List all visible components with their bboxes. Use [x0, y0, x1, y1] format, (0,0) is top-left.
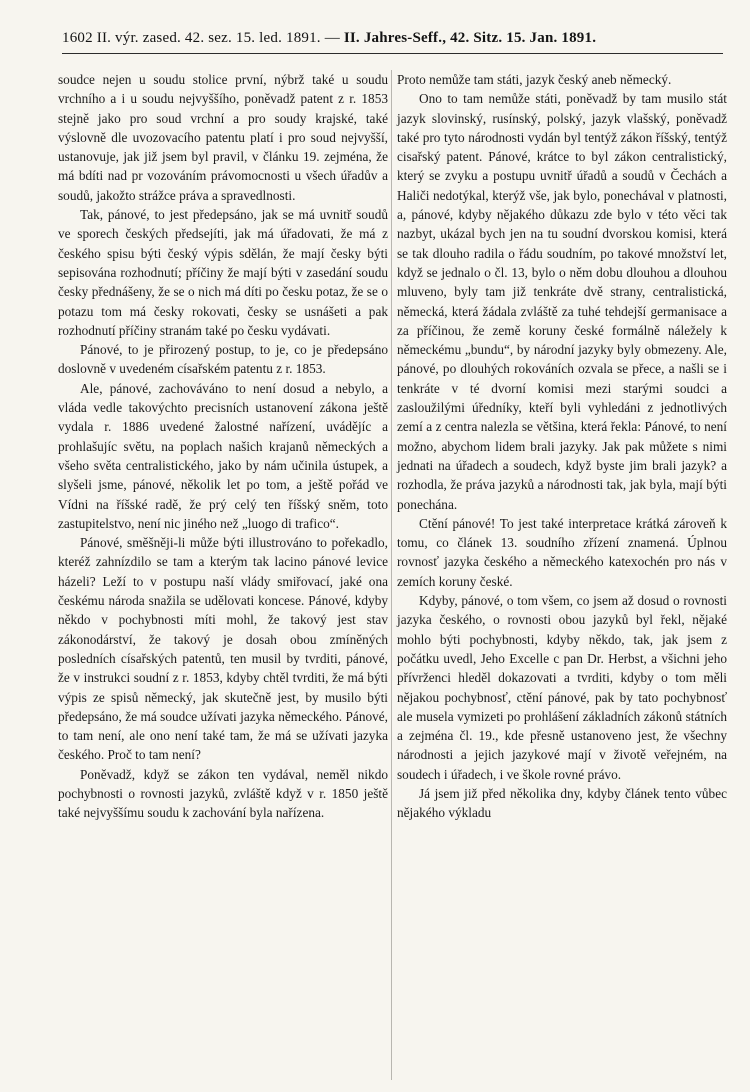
paragraph: soudce nejen u soudu stolice první, nýbrž také u soudu vrchního a i u soudu nejvyššího, poněvadž patent z r. 1853 stejně jako pro soud vrchní a pro soudy krajské, také výslovně dle uvozovacího patentu platí i pro soud nejvyšší, ustanovuje, jak již jsem byl pravil, v článku 19. zejména, že má bdíti nad pr vozováním právomocnosti u všech úřadův a soudů, jakožto strážce práva a spravedlnosti. [58, 72, 388, 203]
paragraph: Poněvadž, když se zákon ten vydával, neměl nikdo pochybnosti o rovnosti jazyků, zvláště když v r. 1850 ještě také nejvyššímu soudu k zachování byla nařízena. [58, 766, 388, 821]
left-column [58, 70, 388, 823]
running-header [62, 30, 722, 47]
paragraph: Já jsem již před několika dny, kdyby článek tento vůbec nějakého výkladu [397, 785, 727, 821]
paragraph: Ale, pánové, zachováváno to není dosud a nebylo, a vláda vedle takovýchto precisních ustanovení zákona ještě vydala r. 1886 uvedené žalostné nařízení, uvádějíc a prohlašujíc světu, na poplach našich krajanů německých a všeho světa centralistického, jako by nám učinila ústupek, a slyšeli jsme, pánové, několik let po tom, a ještě pořád ve Vídni na říšské radě, že prý celý ten říšský sněm, toto zastupitelstvo, není nic jiného než „luogo di trafico“. [58, 380, 388, 531]
paragraph: Tak, pánové, to jest předepsáno, jak se má uvnitř soudů ve sporech českých předsejíti, jak má úřadovati, že má z českého spisu býti český výpis sdělán, že mají česky býti sepisována rozhodnutí; příčiny že mají býti v zasedání soudu česky přednášeny, že se o nich má díti po česku potaz, že se o potazu tom má česky rokovati, česky se usnášeti a pak rozhodnutí příčiny stranám také po česku vydávati. [58, 207, 388, 338]
column-divider [391, 70, 392, 1080]
paragraph: Proto nemůže tam státi, jazyk český aneb německý. [397, 72, 672, 87]
paragraph: Ctění pánové! To jest také interpretace krátká zároveň k tomu, co článek 13. soudního zřízení znamená. Úplnou rovnosť jazyka českého a německého katexochén pro nás v zemích koruny české. [397, 515, 727, 589]
paragraph: Pánové, směšněji-li může býti illustrováno to pořekadlo, kteréž zahnízdilo se tam a kterým tak lacino pánové levice házeli? Leží to v postupu naší vlády smiřovací, jaké ona českému národa snažila se udělovati koncese. Pánové, kdyby někdo v pochybnosti míti mohl, že takový jest stav zákonodárství, že takový je dosah obou zmíněných posledních císařských patentů, ten musil by tvrditi, pánové, že v instrukci soudní z r. 1853, kdyby chtěl tvrditi, že má býti výpis ze spisů německý, jak skutečně jest, by musilo býti předepsáno, že má soudce užívati jazyka německého. Pánové, to tam není, ale ono není také tam, že má se užívati jazyka českého. Proč to tam není? [58, 535, 388, 763]
paragraph: Pánové, to je přirozený postup, to je, co je předepsáno doslovně v uvedeném císařském patentu z r. 1853. [58, 342, 388, 377]
header-rule [62, 53, 723, 54]
right-column [397, 70, 727, 823]
header-czech: 1602 II. výr. zased. 42. sez. 15. led. 1891. [62, 30, 321, 46]
header-separator: — [324, 30, 340, 46]
header-german: II. Jahres-Seff., 42. Sitz. 15. Jan. 1891. [343, 30, 597, 46]
paragraph: Kdyby, pánové, o tom všem, co jsem až dosud o rovnosti jazyka českého, o rovnosti obou jazyků byl řekl, nějaké mohlo býti pochybnosti, kdyby někdo, tak, jak jsem z počátku uvedl, Jeho Excelle c pan Dr. Herbst, a všichni jeho přívrženci hleděl dokazovati a tvrditi, kdyby o tom měli nějakou pochybnosť, ctění pánové, pak by tato pochybnosť ale musela vymizeti po prohlášení základních zákonů státních a zejména čl. 19., kde přesně ustanoveno jest, že všechny národnosti a jejich jazykové mají v životě veřejném, na soudech i úřadech, i ve škole rovné právo. [397, 593, 727, 782]
paragraph: Ono to tam nemůže státi, poněvadž by tam musilo stát jazyk slovinský, rusínský, polský, jazyk vlašský, poněvadž také pro tyto národnosti vydán byl tentýž zákon říšský, tentýž cisařský patent. Pánové, krátce to byl zákon centralistický, který se zvyku a postupu uvnitř úřadů a soudů v Čechách a Haliči nedotýkal, kterýž vše, jak bylo, ponechával v platnosti, a, pánové, kdyby nějakého důkazu zde bylo v této věci tak nazbyt, ukázal bych jen na tu soudní dvorskou komisi, která se tak dlouho radila o řádu soudním, po takové množství let, když se jednalo o čl. 13, bylo o něm dobu dlouhou a dlouhou mluveno, byly tam již tenkráte dvě strany, centralistická, německá, která žádala zvláště za tuhé tehdejší germanisace a za příčinou, že země koruny české formálně náležely k německému „bundu“, by národní jazyky byly obmezeny. Ale, pánové, po dlouhých rokováních ozvala se přece, a našli se i tenkráte v té dvorní komisi mezi starými soudci a zasloužilými úředníky, kteří byli vyhledáni z jednotlivých zemí a z centra nalezla se většina, která řekla: Pánové, to není možno, abychom lidem brali jazyky. Jak pak můžete s nimi jednati na úřadech a soudech, když byste jim brali jazyk? a rozhodla, že práva jazyků a národnosti tak, jak byla, mají býti ponechána. [397, 91, 727, 512]
